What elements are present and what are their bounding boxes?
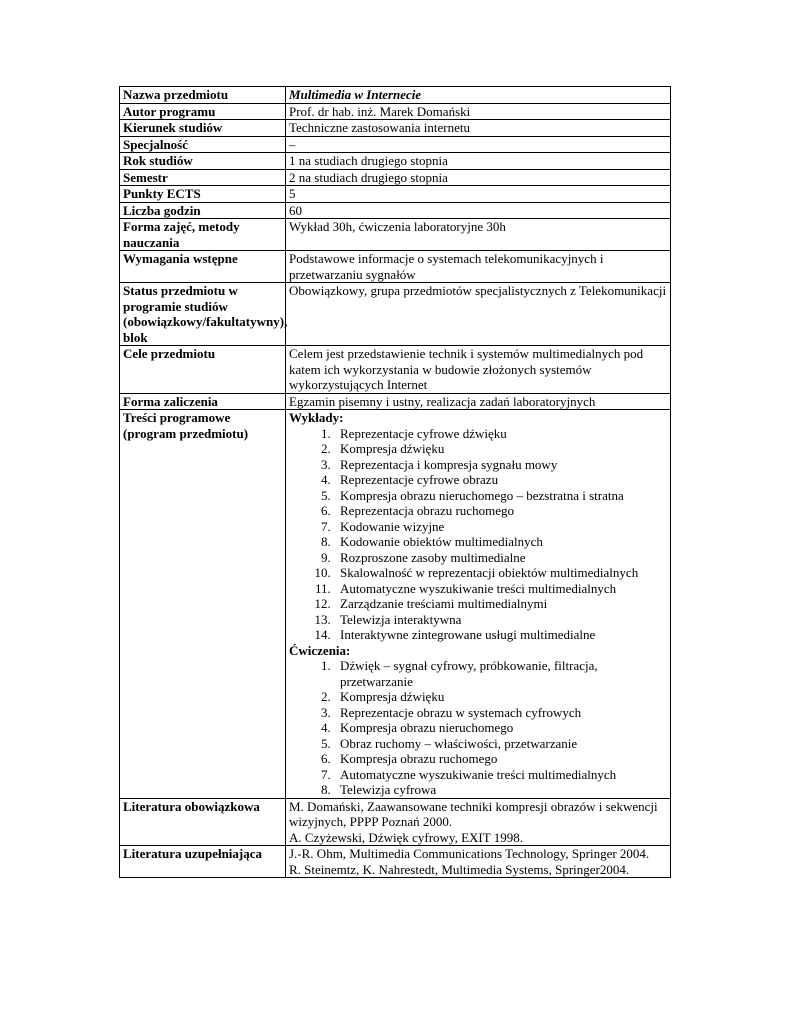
value-literatura-obowiazkowa <box>286 798 671 846</box>
row-status <box>120 283 671 346</box>
list-item: 5. Kompresja obrazu nieruchomego – bezstratna i stratna <box>334 488 667 504</box>
value-forma-zajec: Wykład 30h, ćwiczenia laboratoryjne 30h <box>286 219 671 251</box>
label-godziny: Liczba godzin <box>120 202 286 219</box>
list-item: 6. Kompresja obrazu ruchomego <box>334 751 667 767</box>
list-item: 4. Reprezentacje cyfrowe obrazu <box>334 472 667 488</box>
label-ects: Punkty ECTS <box>120 186 286 203</box>
list-item: 3. Reprezentacje obrazu w systemach cyfrowych <box>334 705 667 721</box>
list-item: 8. Telewizja cyfrowa <box>334 782 667 798</box>
value-autor: Prof. dr hab. inż. Marek Domański <box>286 103 671 120</box>
label-forma-zajec: Forma zajęć, metody nauczania <box>120 219 286 251</box>
list-item: 2. Kompresja dźwięku <box>334 689 667 705</box>
row-zaliczenie <box>120 393 671 410</box>
list-item: 9. Rozproszone zasoby multimedialne <box>334 550 667 566</box>
label-literatura-uzupelniajaca: Literatura uzupełniająca <box>120 846 286 878</box>
value-literatura-uzupelniajaca <box>286 846 671 878</box>
list-item: 8. Kodowanie obiektów multimedialnych <box>334 534 667 550</box>
row-cele <box>120 346 671 394</box>
label-rok: Rok studiów <box>120 153 286 170</box>
label-literatura-obowiazkowa: Literatura obowiązkowa <box>120 798 286 846</box>
row-autor <box>120 103 671 120</box>
list-item: 13. Telewizja interaktywna <box>334 612 667 628</box>
list-item: 7. Kodowanie wizyjne <box>334 519 667 535</box>
literature-item: R. Steinemtz, K. Nahrestedt, Multimedia Systems, Springer2004. <box>289 861 630 877</box>
label-status: Status przedmiotu w programie studiów (obowiązkowy/fakultatywny), blok <box>120 283 286 346</box>
value-godziny: 60 <box>286 202 671 219</box>
label-specjalnosc: Specjalność <box>120 136 286 153</box>
exercises-list <box>289 658 667 798</box>
label-kierunek: Kierunek studiów <box>120 120 286 137</box>
label-cele: Cele przedmiotu <box>120 346 286 394</box>
row-kierunek <box>120 120 671 137</box>
row-tresci <box>120 410 671 799</box>
list-item: 4. Kompresja obrazu nieruchomego <box>334 720 667 736</box>
lectures-list <box>289 426 667 643</box>
value-specjalnosc: – <box>286 136 671 153</box>
value-tresci <box>286 410 671 799</box>
row-ects <box>120 186 671 203</box>
value-semestr: 2 na studiach drugiego stopnia <box>286 169 671 186</box>
label-tresci: Treści programowe (program przedmiotu) <box>120 410 286 799</box>
value-nazwa: Multimedia w Internecie <box>286 87 671 104</box>
value-zaliczenie: Egzamin pisemny i ustny, realizacja zadań laboratoryjnych <box>286 393 671 410</box>
label-zaliczenie: Forma zaliczenia <box>120 393 286 410</box>
literature-item: A. Czyżewski, Dźwięk cyfrowy, EXIT 1998. <box>289 829 523 845</box>
row-forma-zajec <box>120 219 671 251</box>
row-godziny <box>120 202 671 219</box>
label-autor: Autor programu <box>120 103 286 120</box>
literature-item: J.-R. Ohm, Multimedia Communications Technology, Springer 2004. <box>289 846 650 861</box>
list-item: 1. Reprezentacje cyfrowe dźwięku <box>334 426 667 442</box>
label-nazwa: Nazwa przedmiotu <box>120 87 286 104</box>
list-item: 3. Reprezentacja i kompresja sygnału mowy <box>334 457 667 473</box>
label-semestr: Semestr <box>120 169 286 186</box>
list-item: 12. Zarządzanie treściami multimedialnymi <box>334 596 667 612</box>
syllabus-table <box>119 86 671 878</box>
list-item: 5. Obraz ruchomy – właściwości, przetwarzanie <box>334 736 667 752</box>
list-item: 2. Kompresja dźwięku <box>334 441 667 457</box>
list-item: 6. Reprezentacja obrazu ruchomego <box>334 503 667 519</box>
list-item: 11. Automatyczne wyszukiwanie treści multimedialnych <box>334 581 667 597</box>
value-wymagania: Podstawowe informacje o systemach telekomunikacyjnych i przetwarzaniu sygnałów <box>286 251 671 283</box>
row-specjalnosc <box>120 136 671 153</box>
list-item: 1. Dźwięk – sygnał cyfrowy, próbkowanie, filtracja, przetwarzanie <box>334 658 667 689</box>
row-semestr <box>120 169 671 186</box>
exercises-heading: Ćwiczenia: <box>289 642 351 658</box>
row-rok <box>120 153 671 170</box>
row-wymagania <box>120 251 671 283</box>
list-item: 7. Automatyczne wyszukiwanie treści multimedialnych <box>334 767 667 783</box>
value-rok: 1 na studiach drugiego stopnia <box>286 153 671 170</box>
row-literatura-uzupelniajaca <box>120 846 671 878</box>
lectures-heading: Wykłady: <box>289 410 344 425</box>
value-cele: Celem jest przedstawienie technik i systemów multimedialnych pod katem ich wykorzystania w budowie złożonych systemów wykorzystujących Internet <box>286 346 671 394</box>
row-nazwa <box>120 87 671 104</box>
list-item: 14. Interaktywne zintegrowane usługi multimedialne <box>334 627 667 643</box>
value-ects: 5 <box>286 186 671 203</box>
label-wymagania: Wymagania wstępne <box>120 251 286 283</box>
list-item: 10. Skalowalność w reprezentacji obiektów multimedialnych <box>334 565 667 581</box>
literature-item: M. Domański, Zaawansowane techniki kompresji obrazów i sekwencji wizyjnych, PPPP Poznań 2000. <box>289 798 658 829</box>
value-kierunek: Techniczne zastosowania internetu <box>286 120 671 137</box>
value-status: Obowiązkowy, grupa przedmiotów specjalistycznych z Telekomunikacji <box>286 283 671 346</box>
row-literatura-obowiazkowa <box>120 798 671 846</box>
